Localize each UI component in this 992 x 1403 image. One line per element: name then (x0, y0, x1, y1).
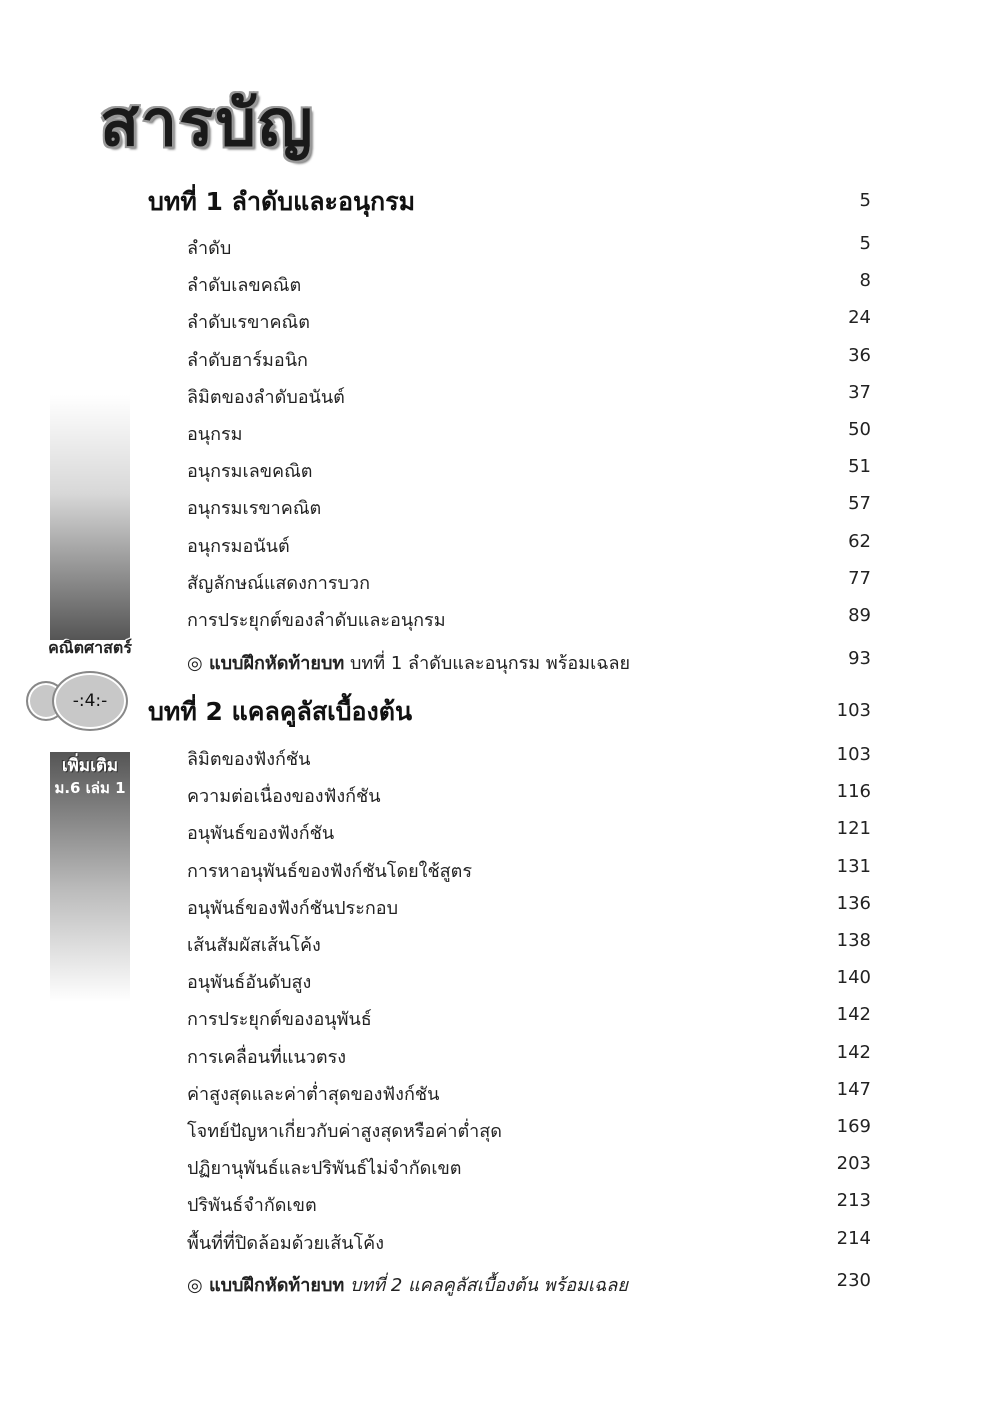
toc-entry[interactable] (0, 1042, 992, 1072)
exercise-marker: ◎ แบบฝึกหัดท้ายบท (187, 1275, 345, 1296)
page-number: 116 (836, 781, 871, 803)
entry-title: เส้นสัมผัสเส้นโค้ง (187, 935, 321, 956)
entry-title: อนุกรม (187, 424, 243, 445)
page-number: 121 (836, 818, 871, 840)
page-number: 36 (848, 344, 871, 366)
toc-entry[interactable] (0, 1190, 992, 1220)
page-number: 89 (848, 605, 871, 626)
toc-entry[interactable] (0, 1153, 992, 1183)
toc-entry[interactable] (0, 856, 992, 886)
entry-title: ลำดับเลขคณิต (187, 275, 302, 297)
exercise-entry[interactable] (0, 648, 992, 678)
toc-entry[interactable] (0, 1228, 992, 1258)
toc-entry[interactable] (0, 270, 992, 300)
toc-entry[interactable] (0, 893, 992, 923)
side-tab-subject: คณิตศาสตร์ (48, 638, 132, 657)
toc-entry[interactable] (0, 930, 992, 960)
toc-entry[interactable] (0, 744, 992, 774)
toc-entry[interactable] (0, 605, 992, 635)
page-number: 8 (859, 270, 871, 292)
page-number: 51 (848, 456, 871, 478)
entry-title: ลำดับฮาร์มอนิก (187, 349, 308, 371)
page-number: 138 (836, 930, 871, 951)
entry-title: ลิมิตของลำดับอนันต์ (187, 386, 345, 408)
page-number: 136 (836, 892, 871, 914)
toc-entry[interactable] (0, 1116, 992, 1146)
page-number: 214 (836, 1227, 871, 1249)
page-number: 142 (836, 1041, 871, 1063)
exercise-label: บทที่ 1 ลำดับและอนุกรม พร้อมเฉลย (349, 653, 631, 674)
page-number: 140 (836, 967, 871, 989)
entry-title: อนุกรมเรขาคณิต (187, 498, 322, 520)
page-number: 131 (836, 855, 871, 877)
exercise-label: บทที่ 2 แคลคูลัสเบื้องต้น พร้อมเฉลย (349, 1275, 628, 1296)
page-number: 213 (836, 1190, 871, 1212)
page-number: 103 (836, 744, 871, 765)
page-number: 230 (836, 1270, 871, 1291)
chapter-heading-row[interactable] (0, 697, 992, 730)
entry-title: การเคลื่อนที่แนวตรง (187, 1046, 347, 1068)
toc-entry[interactable] (0, 233, 992, 263)
page-number: 93 (848, 648, 871, 669)
toc-entry[interactable] (0, 1004, 992, 1034)
page-number: 169 (836, 1116, 871, 1137)
entry-title: ค่าสูงสุดและค่าต่ำสุดของฟังก์ชัน (187, 1083, 440, 1105)
page-number: 103 (836, 700, 871, 721)
entry-title: ลิมิตของฟังก์ชัน (187, 749, 311, 770)
page-title: สารบัญ (100, 87, 315, 161)
entry-title: การประยุกต์ของอนุพันธ์ (187, 1009, 372, 1031)
toc-entry[interactable] (0, 345, 992, 375)
page-number: 203 (836, 1153, 871, 1175)
toc-entry[interactable] (0, 382, 992, 412)
toc-entry[interactable] (0, 531, 992, 561)
toc-entry[interactable] (0, 967, 992, 997)
page-number: 77 (848, 567, 871, 589)
chapter-heading-row[interactable] (0, 187, 992, 220)
toc-entry[interactable] (0, 1079, 992, 1109)
side-tab-grade: ม.6 เล่ม 1 (54, 779, 126, 797)
entry-title: พื้นที่ที่ปิดล้อมด้วยเส้นโค้ง (187, 1232, 385, 1254)
page-number: 57 (848, 493, 871, 515)
toc-entry[interactable] (0, 493, 992, 523)
entry-title: อนุพันธ์ของฟังก์ชันประกอบ (187, 897, 399, 919)
exercise-title (187, 648, 630, 677)
entry-title: การหาอนุพันธ์ของฟังก์ชันโดยใช้สูตร (187, 860, 473, 882)
exercise-entry[interactable] (0, 1270, 992, 1300)
toc-entry[interactable] (0, 818, 992, 848)
entry-title: อนุพันธ์อันดับสูง (187, 972, 312, 994)
chapter-title: บทที่ 2 แคลคูลัสเบื้องต้น (148, 697, 413, 726)
toc-entry[interactable] (0, 568, 992, 598)
page-number: 5 (859, 190, 871, 211)
entry-title: การประยุกต์ของลำดับและอนุกรม (187, 610, 446, 631)
entry-title: อนุพันธ์ของฟังก์ชัน (187, 823, 335, 845)
entry-title: ความต่อเนื่องของฟังก์ชัน (187, 786, 381, 808)
page-number: 5 (859, 233, 871, 254)
entry-title: อนุกรมเลขคณิต (187, 461, 313, 483)
toc-entry[interactable] (0, 307, 992, 337)
chapter-title: บทที่ 1 ลำดับและอนุกรม (148, 187, 416, 216)
entry-title: สัญลักษณ์แสดงการบวก (187, 572, 370, 594)
toc-entry[interactable] (0, 781, 992, 811)
entry-title: โจทย์ปัญหาเกี่ยวกับค่าสูงสุดหรือค่าต่ำสุด (187, 1121, 502, 1142)
page-number-badge: -:4:- (52, 671, 128, 731)
entry-title: อนุกรมอนันต์ (187, 535, 290, 557)
page-number: 147 (836, 1078, 871, 1100)
entry-title: ปริพันธ์จำกัดเขต (187, 1195, 317, 1217)
exercise-marker: ◎ แบบฝึกหัดท้ายบท (187, 653, 345, 674)
page-number: 62 (848, 530, 871, 552)
page-number: 50 (848, 419, 871, 440)
toc-entry[interactable] (0, 419, 992, 449)
entry-title: ปฏิยานุพันธ์และปริพันธ์ไม่จำกัดเขต (187, 1158, 462, 1180)
page-number: 142 (836, 1004, 871, 1026)
entry-title: ลำดับ (187, 238, 232, 259)
side-tab-extra: เพิ่มเติม (61, 756, 119, 776)
page-number: 24 (848, 307, 871, 329)
toc-entry[interactable] (0, 456, 992, 486)
page-number: 37 (848, 381, 871, 403)
exercise-title (187, 1270, 628, 1299)
entry-title: ลำดับเรขาคณิต (187, 312, 310, 334)
